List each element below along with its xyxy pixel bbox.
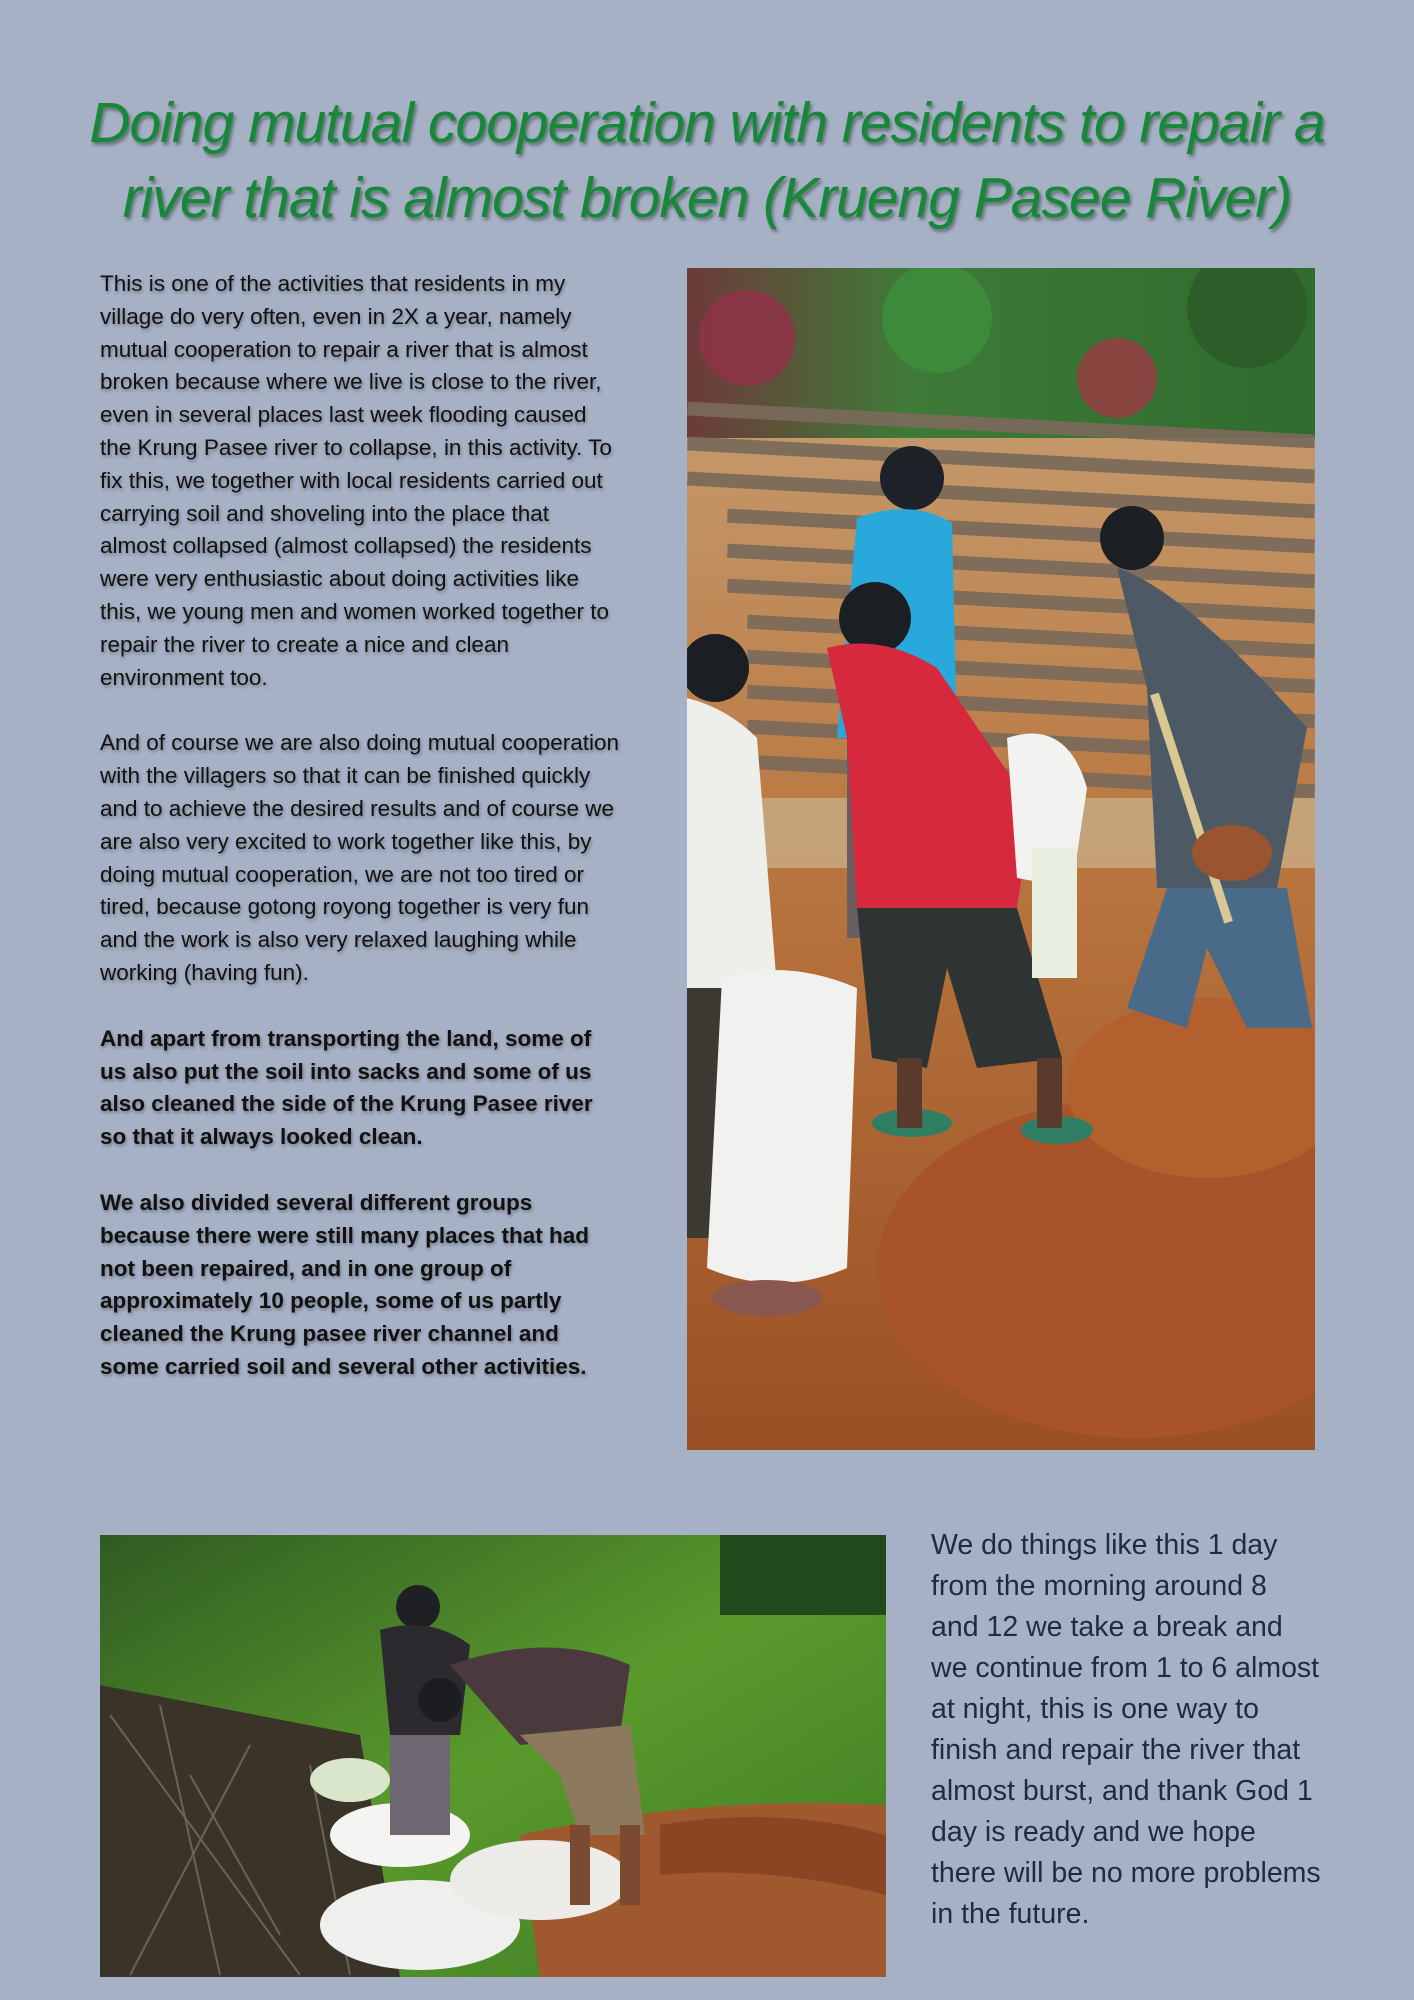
photo-residents-shoveling: [687, 268, 1315, 1450]
paragraph-cooperation: And of course we are also doing mutual cooperation with the villagers so that it can be finished quickly and to achieve the desired results and of course we are also very excited to work together like this, by doing mutual cooperation, we are not too tired or tired, because gotong royong together is very fun and the work is also very relaxed laughing while working (having fun).: [100, 730, 620, 985]
photo-placing-sacks: [100, 1535, 886, 1977]
paragraph-groups: We also divided several different groups because there were still many places that had not been repaired, and in one group of approximately 10 people, some of us partly cleaned the Krung pasee river channel and some carried soil and several other activities.: [100, 1189, 589, 1379]
paragraph-sacks: And apart from transporting the land, some of us also put the soil into sacks and some of us also cleaned the side of the Krung Pasee river so that it always looked clean.: [100, 1025, 593, 1150]
article-body: [100, 268, 620, 1417]
closing-note: We do things like this 1 day from the morning around 8 and 12 we take a break and we continue from 1 to 6 almost at night, this is one way to finish and repair the river that almost burst, and thank God 1 day is ready and we hope there will be no more problems in the future.: [931, 1529, 1321, 1930]
paragraph-intro: This is one of the activities that residents in my village do very often, even in 2X a year, namely mutual cooperation to repair a river that is almost broken because where we live is close to the river, even in several places last week flooding caused the Krung Pasee river to collapse, in this activity. To fix this, we together with local residents carried out carrying soil and shoveling into the place that almost collapsed (almost collapsed) the residents were very enthusiastic about doing activities like this, we young men and women worked together to repair the river to create a nice and clean environment too.: [100, 271, 612, 690]
photo-residents-shoveling-image: [687, 268, 1315, 1450]
photo-placing-sacks-image: [100, 1535, 886, 1977]
page-title: Doing mutual cooperation with residents to repair a river that is almost broken (Krueng Pasee River): [89, 91, 1325, 230]
